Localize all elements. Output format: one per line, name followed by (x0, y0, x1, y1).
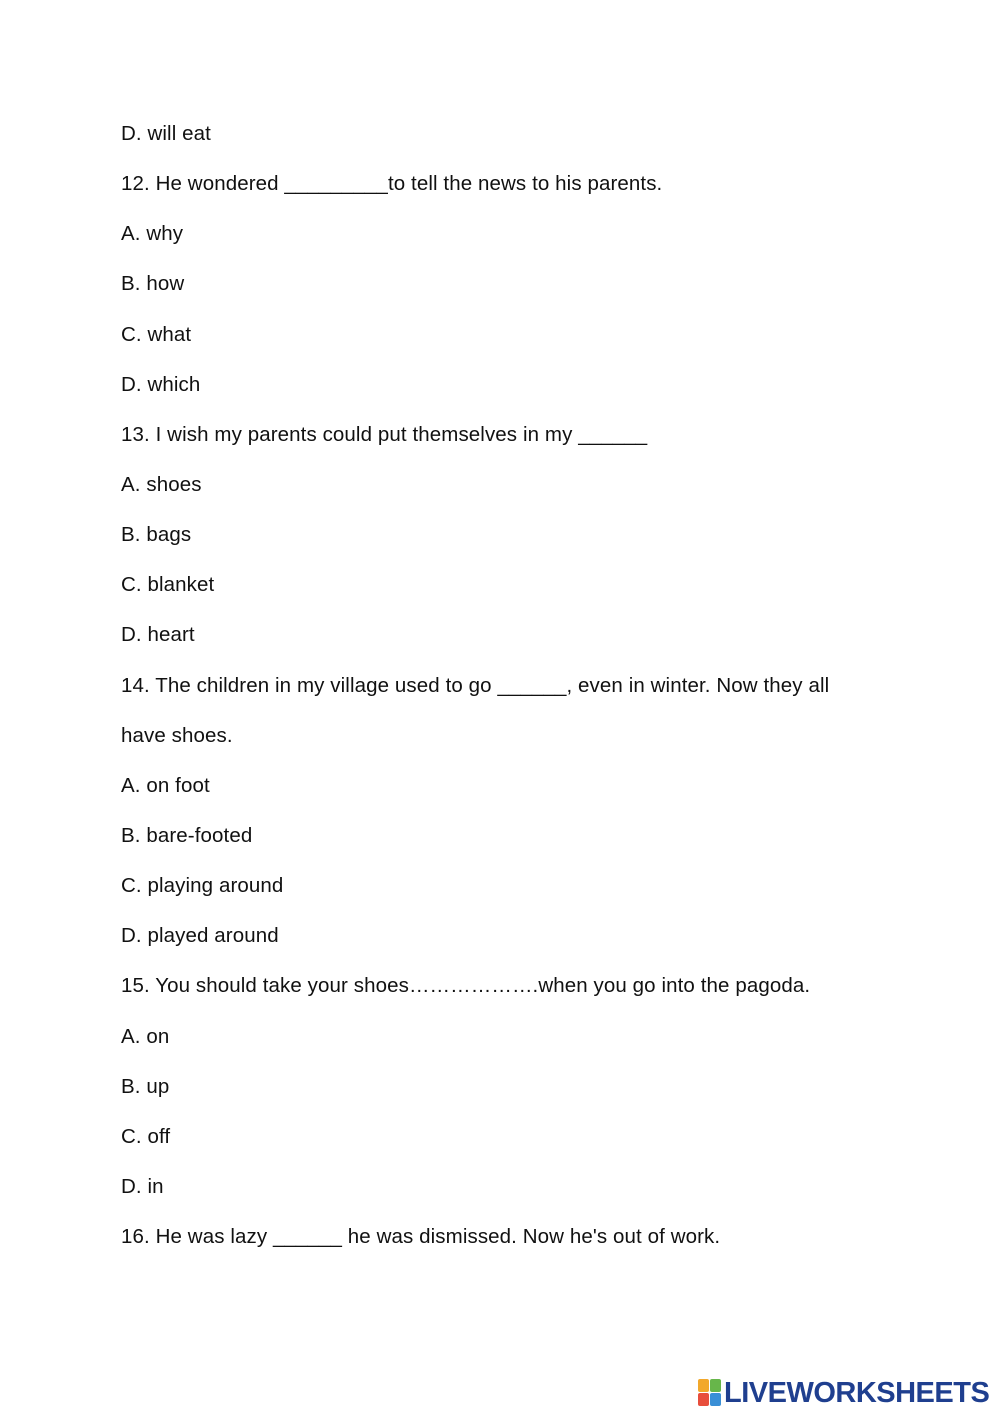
option-12-a: A. why (121, 222, 184, 245)
liveworksheets-logo-icon (698, 1379, 722, 1407)
question-14-line-2: have shoes. (121, 724, 233, 747)
option-15-a: A. on (121, 1025, 170, 1048)
option-13-c: C. blanket (121, 573, 215, 596)
liveworksheets-logo-text: LIVEWORKSHEETS (724, 1377, 990, 1409)
option-14-a: A. on foot (121, 774, 210, 797)
option-13-a: A. shoes (121, 473, 202, 496)
option-12-c: C. what (121, 323, 192, 346)
option-13-b: B. bags (121, 523, 192, 546)
option-15-b: B. up (121, 1075, 170, 1098)
question-15: 15. You should take your shoes……………….when you go into the pagoda. (121, 974, 811, 997)
liveworksheets-logo[interactable] (698, 1377, 989, 1409)
option-14-d: D. played around (121, 924, 279, 947)
option-13-d: D. heart (121, 623, 195, 646)
question-16: 16. He was lazy ______ he was dismissed. Now he's out of work. (121, 1225, 721, 1248)
option-15-c: C. off (121, 1125, 171, 1148)
question-13: 13. I wish my parents could put themselves in my ______ (121, 423, 648, 446)
option-14-c: C. playing around (121, 874, 284, 897)
option-12-b: B. how (121, 272, 185, 295)
option-14-b: B. bare-footed (121, 824, 253, 847)
question-14-line-1: 14. The children in my village used to go ______, even in winter. Now they all (121, 674, 830, 697)
question-12: 12. He wondered _________to tell the news to his parents. (121, 172, 663, 195)
option-11-d: D. will eat (121, 122, 211, 145)
option-12-d: D. which (121, 373, 201, 396)
option-15-d: D. in (121, 1175, 164, 1198)
